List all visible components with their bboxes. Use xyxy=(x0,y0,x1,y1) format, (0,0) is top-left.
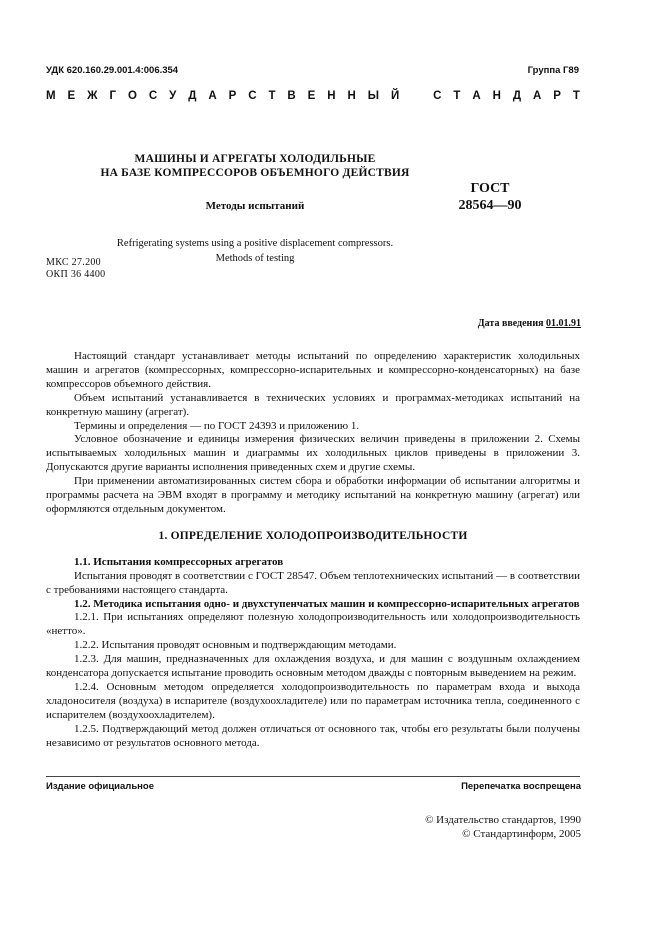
banner-letter: С xyxy=(148,90,158,102)
reprint-prohibited-note: Перепечатка воспрещена xyxy=(461,781,581,792)
gost-label: ГОСТ xyxy=(470,181,510,196)
paragraph: Термины и определения — по ГОСТ 24393 и приложению 1. xyxy=(74,419,360,432)
title-line-1: МАШИНЫ И АГРЕГАТЫ ХОЛОДИЛЬНЫЕ xyxy=(134,153,376,165)
gost-code: 28564—90 xyxy=(458,198,522,213)
udk-code: УДК 620.160.29.001.4:006.354 xyxy=(46,65,179,76)
banner-letter: О xyxy=(127,90,137,102)
interstate-standard-banner xyxy=(46,90,580,102)
banner-letter: Ж xyxy=(87,90,98,102)
paragraph: 1.2.5. Подтверждающий метод должен отличаться от основного так, чтобы его результаты были получены независимо от результатов основного метода. xyxy=(46,722,580,749)
official-edition-note: Издание официальное xyxy=(46,781,154,792)
banner-letter: С xyxy=(248,90,257,102)
banner-letter: У xyxy=(169,90,177,102)
date-value: 01.01.91 xyxy=(546,318,581,329)
copyright-line-1: © Издательство стандартов, 1990 xyxy=(425,814,581,826)
banner-letter: Й xyxy=(390,90,400,102)
banner-letter: Д xyxy=(512,90,522,102)
banner-letter: А xyxy=(532,90,542,102)
banner-letter: Р xyxy=(228,90,237,102)
banner-letter: Д xyxy=(188,90,197,102)
mks-code: МКС 27.200 xyxy=(46,257,101,268)
document-body xyxy=(46,350,580,750)
title-line-2: НА БАЗЕ КОМПРЕССОРОВ ОБЪЕМНОГО ДЕЙСТВИЯ xyxy=(100,167,410,179)
banner-letter: С xyxy=(433,90,442,102)
banner-letter: Ы xyxy=(367,90,380,102)
banner-letter: Р xyxy=(553,90,561,102)
banner-letter: М xyxy=(46,90,56,102)
banner-letter: Т xyxy=(572,90,580,102)
introduction-date xyxy=(478,318,581,329)
banner-letter: Н xyxy=(347,90,356,102)
paragraph: Настоящий стандарт устанавливает методы испытаний по определению характеристик холодильных машин и агрегатов (компрессорных, компрессорно-испарительных и компрессорно-конденсаторных) на базе компрессоров объемного действия. xyxy=(46,350,580,390)
gost-number xyxy=(450,180,530,214)
okp-code: ОКП 36 4400 xyxy=(46,269,106,280)
english-title-line-1: Refrigerating systems using a positive displacement compressors. xyxy=(116,238,394,249)
section-heading-1: 1. ОПРЕДЕЛЕНИЕ ХОЛОДОПРОИЗВОДИТЕЛЬНОСТИ xyxy=(158,529,468,542)
paragraph: Условное обозначение и единицы измерения физических величин приведены в приложении 2. Схемы испытываемых холодильных машин и диаграммы их холодильных циклов приведены в приложении 3. Допускаются другие варианты исполнения приведенных схем и другие схемы. xyxy=(46,433,580,474)
english-title xyxy=(60,236,450,266)
paragraph: Объем испытаний устанавливается в технических условиях и программах-методиках испытаний на конкретную машину (агрегат). xyxy=(46,391,580,418)
banner-letter: А xyxy=(472,90,481,102)
banner-letter: Т xyxy=(268,90,276,102)
banner-letter: А xyxy=(208,90,217,102)
paragraph: 1.2.3. Для машин, предназначенных для охлаждения воздуха, и для машин с воздушным охлаждением конденсатора допускается испытание проводить основным методом дважды с повторным выведением на режим. xyxy=(46,653,580,680)
banner-letter: Г xyxy=(109,90,117,102)
classification-codes xyxy=(46,257,105,281)
banner-letter: Н xyxy=(327,90,336,102)
footer-divider xyxy=(46,776,580,777)
paragraph: 1.2.1. При испытаниях определяют полезную холодопроизводительность или холодопроизводительность «нетто». xyxy=(46,611,580,638)
group-code: Группа Г89 xyxy=(527,65,579,76)
paragraph: 1.2.4. Основным методом определяется холодопроизводительность по параметрам входа и выхода хладоносителя (воздуха) в испарителе (воздухоохладителе) или по параметрам источника тепла, соединенного с испарителем (воздухоохладителем). xyxy=(46,680,580,721)
paragraph: При применении автоматизированных систем сбора и обработки информации об испытании алгоритмы и программы расчета на ЭВМ входят в программу и методику испытаний на конкретную машину (агрегат) или оформляются отдельным документом. xyxy=(46,475,580,515)
banner-letter: В xyxy=(287,90,296,102)
subsection-heading-1-2: 1.2. Методика испытания одно- и двухступенчатых машин и компрессорно-испарительных агрегатов xyxy=(74,597,580,610)
paragraph: 1.2.2. Испытания проводят основным и подтверждающим методами. xyxy=(74,639,397,652)
copyright-line-2: © Стандартинформ, 2005 xyxy=(462,828,581,840)
banner-letter: Е xyxy=(307,90,316,102)
banner-letter: Т xyxy=(453,90,461,102)
banner-gap xyxy=(411,90,421,102)
banner-letter: Н xyxy=(492,90,501,102)
title-block xyxy=(60,152,450,266)
date-label: Дата введения xyxy=(477,318,544,329)
banner-letter: Е xyxy=(67,90,76,102)
paragraph: Испытания проводят в соответствии с ГОСТ 28547. Объем теплотехнических испытаний — в соответствии с требованиями настоящего стандарта. xyxy=(46,569,580,596)
subtitle: Методы испытаний xyxy=(205,200,305,212)
copyright-block xyxy=(425,813,581,841)
subsection-heading-1-1: 1.1. Испытания компрессорных агрегатов xyxy=(74,555,284,568)
english-title-line-2: Methods of testing xyxy=(215,253,295,264)
